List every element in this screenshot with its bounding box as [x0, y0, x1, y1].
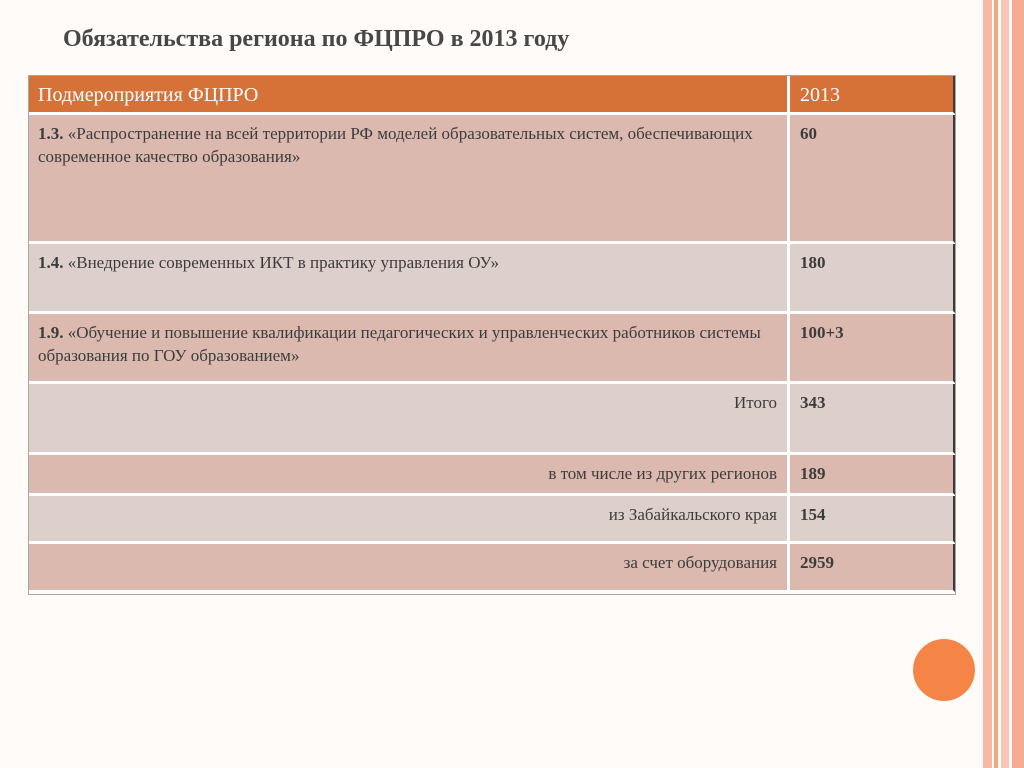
total-label: за счет оборудования — [28, 544, 790, 593]
row-description — [28, 314, 790, 384]
row-value: 60 — [790, 115, 956, 244]
row-number: 1.4. — [38, 253, 64, 272]
stripe — [1001, 0, 1009, 768]
table-row — [28, 115, 956, 244]
row-value: 180 — [790, 244, 956, 314]
row-number: 1.3. — [38, 124, 64, 143]
obligations-table — [28, 75, 956, 593]
decorative-stripes — [979, 0, 1024, 768]
table-row — [28, 384, 956, 455]
total-label: из Забайкальского края — [28, 496, 790, 544]
table-row — [28, 314, 956, 384]
table-row — [28, 544, 956, 593]
total-value: 154 — [790, 496, 956, 544]
header-year: 2013 — [790, 75, 956, 115]
table-row — [28, 455, 956, 496]
row-number: 1.9. — [38, 323, 64, 342]
stripe — [994, 0, 998, 768]
row-text: «Обучение и повышение квалификации педагогических и управленческих работников системы образования по ГОУ образованием» — [38, 323, 761, 365]
table-row — [28, 244, 956, 314]
stripe — [983, 0, 992, 768]
total-value: 2959 — [790, 544, 956, 593]
header-subevents: Подмероприятия ФЦПРО — [28, 75, 790, 115]
stripe — [1012, 0, 1024, 768]
total-value: 189 — [790, 455, 956, 496]
slide-title: Обязательства региона по ФЦПРО в 2013 году — [63, 26, 570, 52]
row-value: 100+3 — [790, 314, 956, 384]
table-row — [28, 496, 956, 544]
total-label: Итого — [28, 384, 790, 455]
table-header-row — [28, 75, 956, 115]
row-text: «Внедрение современных ИКТ в практику управления ОУ» — [63, 253, 500, 272]
row-text: «Распространение на всей территории РФ моделей образовательных систем, обеспечивающих современное качество образования» — [38, 124, 753, 166]
decorative-circle — [913, 639, 975, 701]
row-description — [28, 115, 790, 244]
total-label: в том числе из других регионов — [28, 455, 790, 496]
total-value: 343 — [790, 384, 956, 455]
row-description — [28, 244, 790, 314]
